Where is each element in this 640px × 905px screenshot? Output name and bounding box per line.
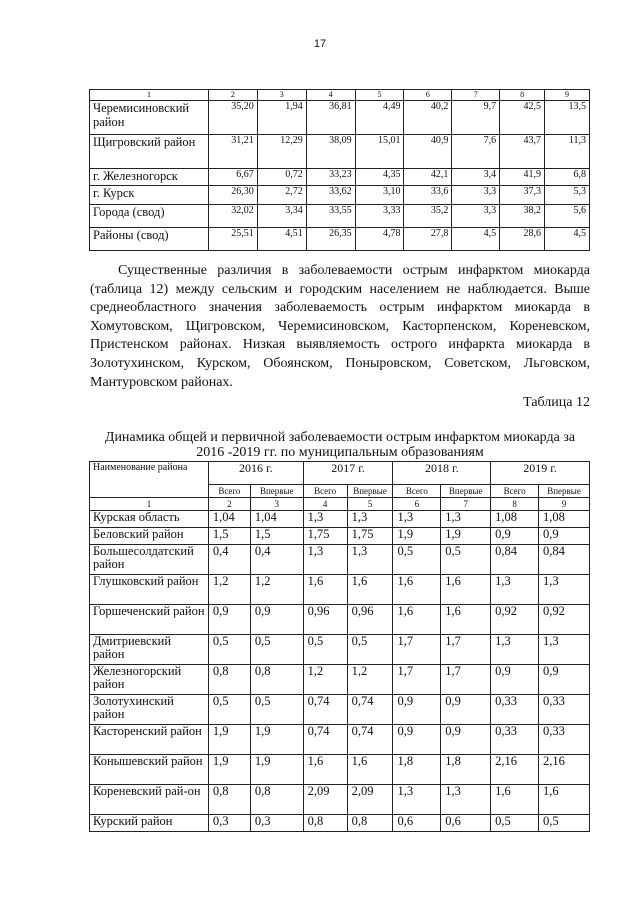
value-cell: 0,9 — [393, 725, 441, 755]
value-cell: 0,9 — [441, 725, 491, 755]
value-cell: 4,78 — [355, 228, 404, 251]
value-cell: 33,62 — [306, 186, 355, 205]
value-cell: 4,49 — [355, 101, 404, 135]
value-cell: 1,08 — [491, 511, 539, 528]
sub-header: Впервые — [441, 485, 491, 498]
value-cell: 0,74 — [347, 725, 393, 755]
column-number: 9 — [545, 90, 590, 101]
value-cell: 0,9 — [208, 605, 250, 635]
value-cell: 1,3 — [303, 511, 347, 528]
value-cell: 1,6 — [303, 575, 347, 605]
value-cell: 0,33 — [539, 725, 590, 755]
value-cell: 27,8 — [404, 228, 452, 251]
value-cell: 0,72 — [257, 169, 306, 186]
district-name: Черемисиновский район — [90, 101, 209, 135]
value-cell: 1,3 — [491, 575, 539, 605]
column-number: 2 — [208, 498, 250, 511]
district-name: Золотухинский район — [90, 695, 209, 725]
value-cell: 0,84 — [539, 545, 590, 575]
value-cell: 1,9 — [208, 755, 250, 785]
column-number: 1 — [90, 90, 209, 101]
page-number: 17 — [313, 38, 327, 50]
value-cell: 0,3 — [208, 815, 250, 832]
value-cell: 0,84 — [491, 545, 539, 575]
column-number: 3 — [250, 498, 303, 511]
value-cell: 38,09 — [306, 135, 355, 169]
value-cell: 0,74 — [347, 695, 393, 725]
value-cell: 5,6 — [545, 205, 590, 228]
value-cell: 42,1 — [404, 169, 452, 186]
value-cell: 42,5 — [500, 101, 545, 135]
value-cell: 3,3 — [452, 205, 500, 228]
table-row — [90, 511, 590, 528]
column-number: 4 — [306, 90, 355, 101]
value-cell: 1,04 — [208, 511, 250, 528]
name-header: Наименование района — [90, 462, 209, 498]
table-row — [90, 755, 590, 785]
value-cell: 38,2 — [500, 205, 545, 228]
sub-header: Впервые — [250, 485, 303, 498]
value-cell: 0,74 — [303, 695, 347, 725]
district-name: Курская область — [90, 511, 209, 528]
value-cell: 1,6 — [491, 785, 539, 815]
district-name: Курский район — [90, 815, 209, 832]
year-header: 2019 г. — [491, 462, 590, 485]
value-cell: 1,6 — [347, 575, 393, 605]
table-row — [90, 665, 590, 695]
value-cell: 1,9 — [208, 725, 250, 755]
value-cell: 4,35 — [355, 169, 404, 186]
value-cell: 1,2 — [250, 575, 303, 605]
value-cell: 3,3 — [452, 186, 500, 205]
district-name: Щигровский район — [90, 135, 209, 169]
value-cell: 1,8 — [441, 755, 491, 785]
sub-header: Впервые — [539, 485, 590, 498]
district-name: Железногорский район — [90, 665, 209, 695]
value-cell: 1,3 — [393, 785, 441, 815]
value-cell: 15,01 — [355, 135, 404, 169]
column-number: 3 — [257, 90, 306, 101]
district-name: Беловский район — [90, 528, 209, 545]
value-cell: 1,6 — [393, 605, 441, 635]
value-cell: 1,04 — [250, 511, 303, 528]
column-number: 7 — [441, 498, 491, 511]
value-cell: 37,3 — [500, 186, 545, 205]
district-name: Конышевский район — [90, 755, 209, 785]
value-cell: 0,33 — [539, 695, 590, 725]
value-cell: 1,9 — [393, 528, 441, 545]
district-name: Касторенский район — [90, 725, 209, 755]
value-cell: 1,2 — [208, 575, 250, 605]
value-cell: 26,30 — [208, 186, 257, 205]
value-cell: 1,75 — [347, 528, 393, 545]
body-paragraph-text: Существенные различия в заболеваемости острым инфарктом миокарда (таблица 12) между сельским и городским населением не наблюдается. Выше среднеобластного значения заболеваемость острым инфарктом миокарда в Хомутовском, Щигровском, Черемисиновском, Касторпенском, Кореневском, Пристенском районах. Низкая выявляемость острого инфаркта миокарда в Золотухинском, Курском, Обоянском, Поныровском, Советском, Льговском, Мантуровском районах. — [90, 263, 590, 390]
top-table — [89, 89, 590, 251]
value-cell: 1,9 — [441, 528, 491, 545]
value-cell: 0,5 — [208, 635, 250, 665]
district-name: г. Железногорск — [90, 169, 209, 186]
year-header: 2016 г. — [208, 462, 303, 485]
value-cell: 2,16 — [491, 755, 539, 785]
year-header: 2018 г. — [393, 462, 491, 485]
value-cell: 2,16 — [539, 755, 590, 785]
value-cell: 0,5 — [347, 635, 393, 665]
table-row — [90, 169, 590, 186]
district-name: Горшеченский район — [90, 605, 209, 635]
value-cell: 1,7 — [441, 665, 491, 695]
column-number: 5 — [355, 90, 404, 101]
table-row — [90, 785, 590, 815]
value-cell: 0,4 — [250, 545, 303, 575]
value-cell: 0,6 — [441, 815, 491, 832]
value-cell: 1,6 — [539, 785, 590, 815]
sub-header: Всего — [491, 485, 539, 498]
table-title: Динамика общей и первичной заболеваемости острым инфарктом миокарда за 2016 -2019 гг. по муниципальным образованиям — [104, 430, 576, 460]
column-number: 1 — [90, 498, 209, 511]
value-cell: 0,74 — [303, 725, 347, 755]
bottom-table — [89, 461, 590, 832]
value-cell: 1,3 — [441, 511, 491, 528]
table-label: Таблица 12 — [523, 395, 590, 410]
value-cell: 4,51 — [257, 228, 306, 251]
table-row — [90, 815, 590, 832]
header-row-years — [90, 462, 590, 485]
column-number: 8 — [491, 498, 539, 511]
value-cell: 25,51 — [208, 228, 257, 251]
value-cell: 7,6 — [452, 135, 500, 169]
value-cell: 43,7 — [500, 135, 545, 169]
table-row — [90, 725, 590, 755]
value-cell: 1,6 — [393, 575, 441, 605]
table-row — [90, 186, 590, 205]
value-cell: 0,92 — [491, 605, 539, 635]
value-cell: 4,5 — [452, 228, 500, 251]
value-cell: 1,2 — [303, 665, 347, 695]
value-cell: 0,9 — [491, 528, 539, 545]
value-cell: 1,3 — [491, 635, 539, 665]
value-cell: 5,3 — [545, 186, 590, 205]
value-cell: 1,5 — [250, 528, 303, 545]
table-row — [90, 228, 590, 251]
table-row — [90, 101, 590, 135]
value-cell: 1,3 — [539, 575, 590, 605]
body-paragraph — [90, 262, 590, 392]
district-name: Большесолдатский район — [90, 545, 209, 575]
column-number: 2 — [208, 90, 257, 101]
value-cell: 1,9 — [250, 755, 303, 785]
value-cell: 1,3 — [347, 511, 393, 528]
value-cell: 1,7 — [393, 665, 441, 695]
column-number: 4 — [303, 498, 347, 511]
value-cell: 33,23 — [306, 169, 355, 186]
value-cell: 0,5 — [393, 545, 441, 575]
value-cell: 0,5 — [250, 635, 303, 665]
value-cell: 6,8 — [545, 169, 590, 186]
value-cell: 6,67 — [208, 169, 257, 186]
value-cell: 1,6 — [347, 755, 393, 785]
value-cell: 33,55 — [306, 205, 355, 228]
value-cell: 12,29 — [257, 135, 306, 169]
sub-header: Впервые — [347, 485, 393, 498]
table-row — [90, 528, 590, 545]
value-cell: 1,3 — [441, 785, 491, 815]
value-cell: 1,6 — [441, 575, 491, 605]
value-cell: 1,6 — [441, 605, 491, 635]
value-cell: 1,3 — [303, 545, 347, 575]
value-cell: 0,4 — [208, 545, 250, 575]
top-table-header-row — [90, 90, 590, 101]
value-cell: 0,96 — [303, 605, 347, 635]
sub-header: Всего — [393, 485, 441, 498]
value-cell: 36,81 — [306, 101, 355, 135]
value-cell: 3,4 — [452, 169, 500, 186]
value-cell: 0,5 — [441, 545, 491, 575]
value-cell: 0,33 — [491, 695, 539, 725]
value-cell: 0,9 — [491, 665, 539, 695]
table-row — [90, 605, 590, 635]
value-cell: 1,6 — [303, 755, 347, 785]
value-cell: 2,09 — [303, 785, 347, 815]
table-row — [90, 695, 590, 725]
sub-header: Всего — [208, 485, 250, 498]
value-cell: 0,5 — [491, 815, 539, 832]
value-cell: 1,08 — [539, 511, 590, 528]
value-cell: 0,8 — [303, 815, 347, 832]
district-name: Дмитриевский район — [90, 635, 209, 665]
value-cell: 9,7 — [452, 101, 500, 135]
value-cell: 1,2 — [347, 665, 393, 695]
district-name: г. Курск — [90, 186, 209, 205]
district-name: Районы (свод) — [90, 228, 209, 251]
value-cell: 26,35 — [306, 228, 355, 251]
value-cell: 1,3 — [539, 635, 590, 665]
value-cell: 41,9 — [500, 169, 545, 186]
district-name: Глушковский район — [90, 575, 209, 605]
sub-header: Всего — [303, 485, 347, 498]
value-cell: 0,5 — [208, 695, 250, 725]
value-cell: 3,33 — [355, 205, 404, 228]
column-number: 7 — [452, 90, 500, 101]
value-cell: 0,96 — [347, 605, 393, 635]
value-cell: 1,3 — [393, 511, 441, 528]
column-number: 6 — [393, 498, 441, 511]
value-cell: 0,9 — [539, 665, 590, 695]
district-name: Города (свод) — [90, 205, 209, 228]
value-cell: 0,8 — [208, 785, 250, 815]
value-cell: 0,5 — [303, 635, 347, 665]
table-row — [90, 135, 590, 169]
table-row — [90, 575, 590, 605]
column-number: 9 — [539, 498, 590, 511]
value-cell: 1,9 — [250, 725, 303, 755]
value-cell: 0,8 — [208, 665, 250, 695]
value-cell: 1,5 — [208, 528, 250, 545]
value-cell: 0,8 — [250, 665, 303, 695]
table-row — [90, 205, 590, 228]
column-number: 5 — [347, 498, 393, 511]
value-cell: 1,8 — [393, 755, 441, 785]
value-cell: 33,6 — [404, 186, 452, 205]
value-cell: 40,2 — [404, 101, 452, 135]
value-cell: 3,34 — [257, 205, 306, 228]
value-cell: 0,9 — [539, 528, 590, 545]
table-row — [90, 635, 590, 665]
value-cell: 0,6 — [393, 815, 441, 832]
header-row-numbers — [90, 498, 590, 511]
value-cell: 0,8 — [250, 785, 303, 815]
value-cell: 32,02 — [208, 205, 257, 228]
table-row — [90, 545, 590, 575]
value-cell: 35,2 — [404, 205, 452, 228]
value-cell: 0,9 — [441, 695, 491, 725]
value-cell: 11,3 — [545, 135, 590, 169]
value-cell: 28,6 — [500, 228, 545, 251]
value-cell: 0,9 — [250, 605, 303, 635]
value-cell: 35,20 — [208, 101, 257, 135]
column-number: 6 — [404, 90, 452, 101]
value-cell: 4,5 — [545, 228, 590, 251]
value-cell: 0,3 — [250, 815, 303, 832]
column-number: 8 — [500, 90, 545, 101]
value-cell: 0,33 — [491, 725, 539, 755]
value-cell: 40,9 — [404, 135, 452, 169]
value-cell: 0,8 — [347, 815, 393, 832]
value-cell: 0,5 — [539, 815, 590, 832]
value-cell: 3,10 — [355, 186, 404, 205]
value-cell: 1,75 — [303, 528, 347, 545]
value-cell: 2,09 — [347, 785, 393, 815]
value-cell: 1,7 — [393, 635, 441, 665]
value-cell: 0,5 — [250, 695, 303, 725]
value-cell: 13,5 — [545, 101, 590, 135]
value-cell: 1,94 — [257, 101, 306, 135]
value-cell: 1,7 — [441, 635, 491, 665]
district-name: Кореневский рай-он — [90, 785, 209, 815]
value-cell: 2,72 — [257, 186, 306, 205]
year-header: 2017 г. — [303, 462, 393, 485]
value-cell: 0,9 — [393, 695, 441, 725]
value-cell: 0,92 — [539, 605, 590, 635]
value-cell: 1,3 — [347, 545, 393, 575]
value-cell: 31,21 — [208, 135, 257, 169]
